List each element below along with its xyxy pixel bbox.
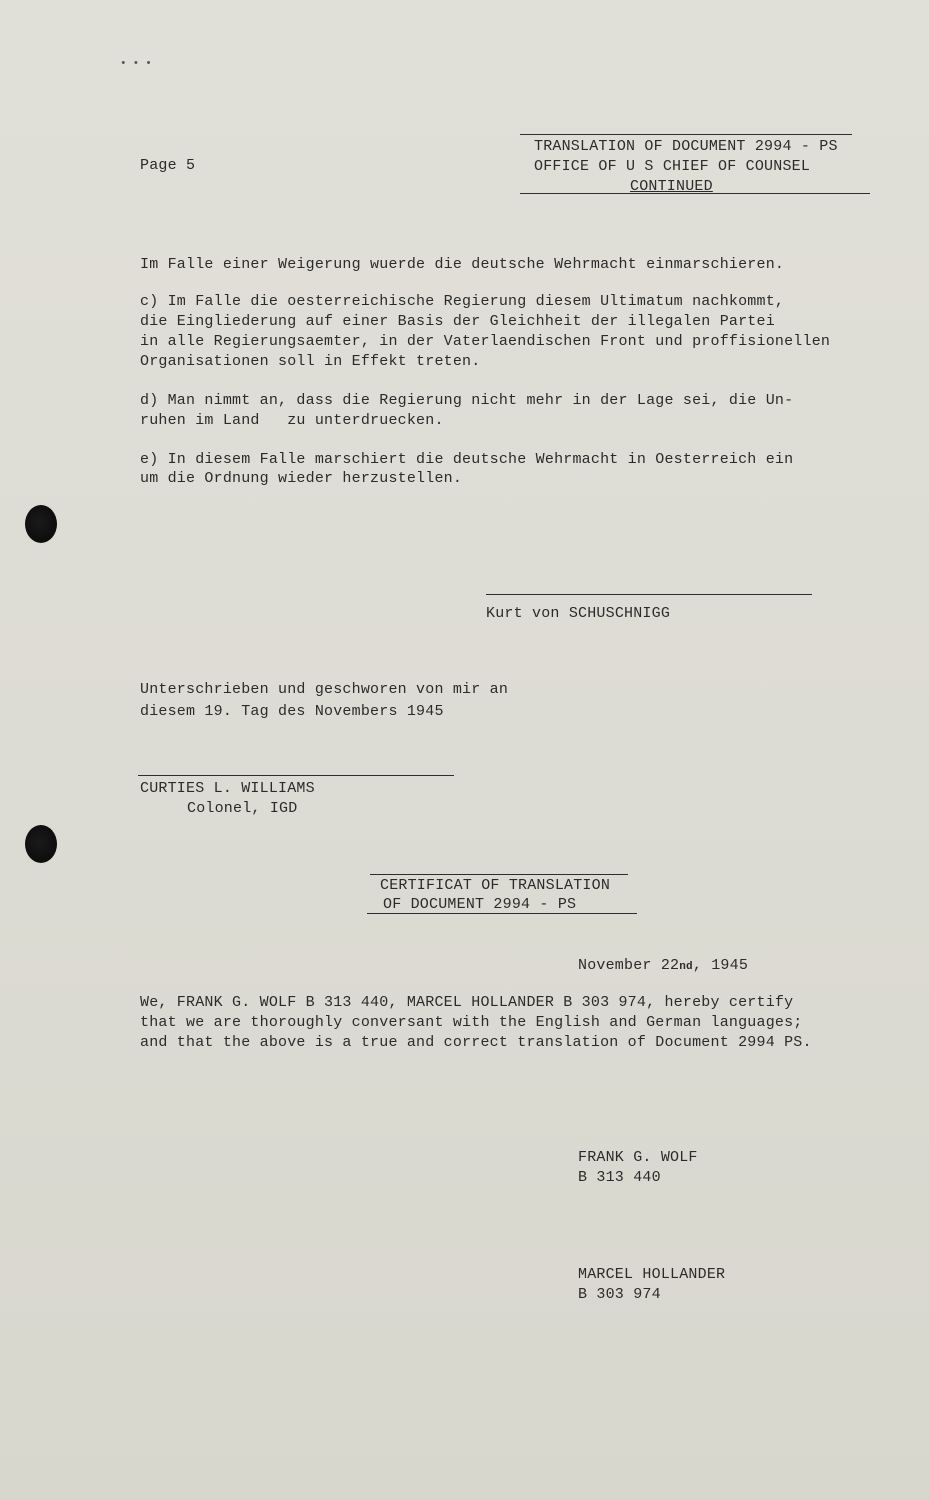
- witness-rank: Colonel, IGD: [187, 800, 298, 817]
- header-title-line1: TRANSLATION OF DOCUMENT 2994 - PS: [534, 138, 838, 155]
- para-e-line2: um die Ordnung wieder herzustellen.: [140, 470, 463, 487]
- signature-rule: [486, 594, 812, 595]
- para-d-line2: ruhen im Land zu unterdruecken.: [140, 412, 444, 429]
- corner-marks: •••: [120, 58, 158, 70]
- header-title-line2: OFFICE OF U S CHIEF OF COUNSEL: [534, 158, 811, 175]
- body-line1: Im Falle einer Weigerung wuerde die deutsche Wehrmacht einmarschieren.: [140, 256, 785, 273]
- certificate-body-line1: We, FRANK G. WOLF B 313 440, MARCEL HOLLANDER B 303 974, hereby certify: [140, 994, 794, 1011]
- certificate-body-line2: that we are thoroughly conversant with the English and German languages;: [140, 1014, 803, 1031]
- certificate-date: [578, 956, 748, 977]
- header-title-line3: CONTINUED: [630, 178, 713, 195]
- certificate-title-line2: OF DOCUMENT 2994 - PS: [383, 896, 577, 913]
- certificate-body-line3: and that the above is a true and correct translation of Document 2994 PS.: [140, 1034, 812, 1051]
- para-c-line2: die Eingliederung auf einer Basis der Gleichheit der illegalen Partei: [140, 313, 775, 330]
- para-d-line1: d) Man nimmt an, dass die Regierung nicht mehr in der Lage sei, die Un-: [140, 392, 794, 409]
- header-bottom-rule: [520, 193, 870, 194]
- translator-1-name: FRANK G. WOLF: [578, 1149, 698, 1166]
- punch-hole-top: [25, 505, 57, 543]
- certificate-title-line1: CERTIFICAT OF TRANSLATION: [380, 877, 611, 894]
- translator-1-number: B 313 440: [578, 1169, 661, 1186]
- certificate-date-suffix: nd: [679, 961, 693, 973]
- page-label: Page 5: [140, 157, 196, 174]
- certificate-date-prefix: November 22: [578, 957, 680, 974]
- para-c-line4: Organisationen soll in Effekt treten.: [140, 353, 481, 370]
- certificate-top-rule: [370, 874, 628, 875]
- para-c-line3: in alle Regierungsaemter, in der Vaterlaendischen Front und proffisionellen: [140, 333, 831, 350]
- translator-2-name: MARCEL HOLLANDER: [578, 1266, 726, 1283]
- signature-name: Kurt von SCHUSCHNIGG: [486, 605, 671, 622]
- para-e-line1: e) In diesem Falle marschiert die deutsche Wehrmacht in Oesterreich ein: [140, 451, 794, 468]
- translator-2-number: B 303 974: [578, 1286, 661, 1303]
- para-c-line1: c) Im Falle die oesterreichische Regierung diesem Ultimatum nachkommt,: [140, 293, 785, 310]
- oath-line2: diesem 19. Tag des Novembers 1945: [140, 703, 444, 720]
- certificate-bottom-rule: [367, 913, 637, 914]
- header-top-rule: [520, 134, 852, 135]
- witness-name: CURTIES L. WILLIAMS: [140, 780, 315, 797]
- witness-rule: [138, 775, 454, 776]
- certificate-date-year: , 1945: [692, 957, 749, 974]
- punch-hole-bottom: [25, 825, 57, 863]
- oath-line1: Unterschrieben und geschworen von mir an: [140, 681, 509, 698]
